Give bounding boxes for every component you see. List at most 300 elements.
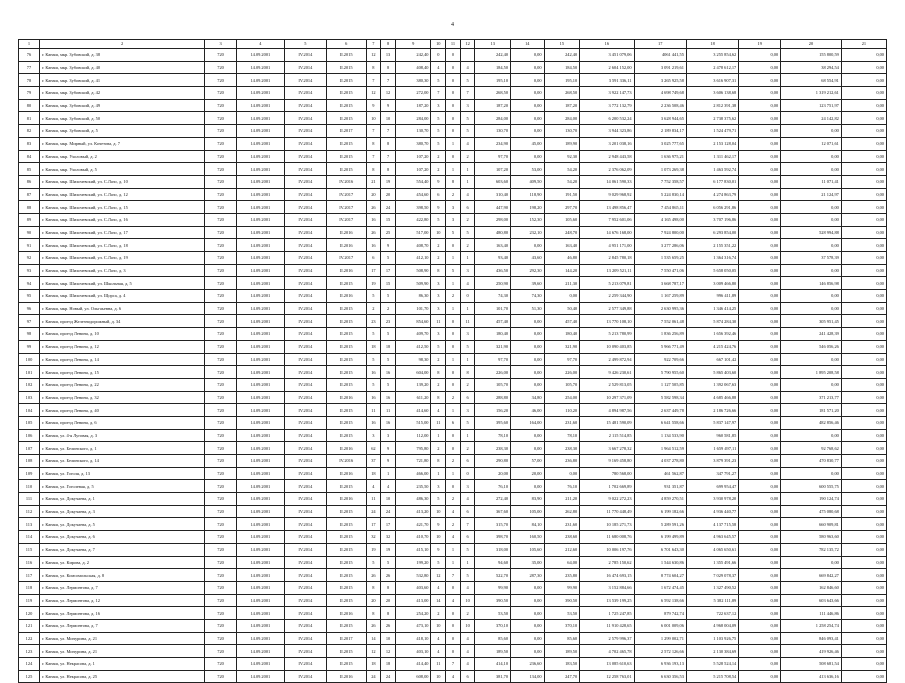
table-cell: 5 xyxy=(460,74,475,87)
column-number-cell: 3 xyxy=(205,40,236,49)
registry-table-container xyxy=(18,39,887,683)
table-cell: 238,30 xyxy=(544,442,580,455)
table-cell: 2 529 813,05 xyxy=(580,378,634,391)
table-cell: 0,00 xyxy=(841,125,886,138)
table-cell: 3 707 196,86 xyxy=(686,213,738,226)
address-cell: г. Канаш, проезд Ленина, д. 14 xyxy=(39,353,204,366)
table-cell: 1 xyxy=(446,137,461,150)
table-cell: 1 xyxy=(446,252,461,265)
table-cell: 5 528 524,14 xyxy=(686,658,738,671)
table-cell: 3 xyxy=(366,429,381,442)
table-cell: 4 xyxy=(460,632,475,645)
table-cell: 720 xyxy=(205,378,236,391)
table-cell: 9 xyxy=(431,518,446,531)
table-cell: 367,60 xyxy=(475,505,511,518)
table-cell: 0 xyxy=(446,632,461,645)
table-cell: 3 xyxy=(446,201,461,214)
table-cell: 546 056,26 xyxy=(781,340,842,353)
table-row xyxy=(19,239,887,252)
table-cell: 0,00 xyxy=(739,581,781,594)
table-cell: 2 630 995,36 xyxy=(634,302,686,315)
table-cell: 0,00 xyxy=(841,188,886,201)
table-cell: 720 xyxy=(205,163,236,176)
table-cell: 96 xyxy=(19,302,40,315)
table-cell: 4 xyxy=(460,658,475,671)
table-cell: 409,50 xyxy=(511,175,545,188)
table-cell: 3 201 038,16 xyxy=(580,137,634,150)
table-cell: 14.09.2001 xyxy=(236,632,284,645)
table-cell: 795,80 xyxy=(395,442,431,455)
table-cell: 7 454 865,11 xyxy=(634,201,686,214)
table-row xyxy=(19,226,887,239)
table-cell: 17 xyxy=(366,518,381,531)
table-cell: 1 327 490,52 xyxy=(686,581,738,594)
table-cell: 92 xyxy=(19,252,40,265)
table-cell: 0,00 xyxy=(511,581,545,594)
table-cell: 14.09.2001 xyxy=(236,429,284,442)
table-cell: 18 xyxy=(381,658,396,671)
table-cell: 380,30 xyxy=(395,74,431,87)
table-cell: 1 xyxy=(446,353,461,366)
table-cell: 522,70 xyxy=(475,569,511,582)
address-cell: г. Канаш, ул. Мичурина, д. 21 xyxy=(39,645,204,658)
table-cell: 6 592 138,66 xyxy=(634,594,686,607)
column-number-cell: 8 xyxy=(381,40,396,49)
address-cell: г. Канаш, ул. 4-я Луговая, д. 3 xyxy=(39,429,204,442)
table-cell: 97,70 xyxy=(475,353,511,366)
table-cell: IV.2014 xyxy=(284,378,326,391)
table-cell: 13 209 521,11 xyxy=(580,264,634,277)
table-cell: 93,40 xyxy=(475,252,511,265)
table-cell: II.2016 xyxy=(326,467,366,480)
table-cell: 6 xyxy=(460,201,475,214)
column-number-cell: 5 xyxy=(284,40,326,49)
table-cell: 0,00 xyxy=(841,87,886,100)
table-cell: 54,20 xyxy=(544,163,580,176)
table-cell: 0,00 xyxy=(739,226,781,239)
table-cell: 1 524 479,71 xyxy=(686,125,738,138)
table-cell: 0,00 xyxy=(739,429,781,442)
table-cell: 1 659 497,11 xyxy=(686,442,738,455)
table-cell: 5 xyxy=(381,378,396,391)
table-cell: 10 xyxy=(366,112,381,125)
table-cell: 12 xyxy=(381,87,396,100)
table-cell: 8 xyxy=(366,581,381,594)
table-cell: 1 xyxy=(446,277,461,290)
table-cell: 14.09.2001 xyxy=(236,594,284,607)
table-cell: 2 637 449,78 xyxy=(634,404,686,417)
table-cell: 0,00 xyxy=(739,569,781,582)
table-cell: 1 258 254,74 xyxy=(781,619,842,632)
table-cell: 667 101,42 xyxy=(686,353,738,366)
table-cell: 7 029 078,37 xyxy=(686,569,738,582)
table-cell: 720 xyxy=(205,594,236,607)
table-cell: 2 xyxy=(431,442,446,455)
table-cell: II.2016 xyxy=(326,226,366,239)
table-cell: 45,00 xyxy=(511,137,545,150)
table-cell: 0,00 xyxy=(739,112,781,125)
table-cell: 403,10 xyxy=(395,645,431,658)
table-row xyxy=(19,315,887,328)
address-cell: г. Канаш, проезд Ленина, д. 6 xyxy=(39,416,204,429)
table-cell: 4 xyxy=(366,480,381,493)
table-cell: 99 xyxy=(19,340,40,353)
table-cell: 0,00 xyxy=(739,175,781,188)
table-cell: 8 xyxy=(366,163,381,176)
table-cell: 0,00 xyxy=(511,99,545,112)
table-cell: 720 xyxy=(205,505,236,518)
table-cell: 1 167 259,89 xyxy=(634,290,686,303)
table-cell: 14.09.2001 xyxy=(236,125,284,138)
table-cell: 0,00 xyxy=(841,429,886,442)
table-cell: 2 xyxy=(460,150,475,163)
table-cell: 26 xyxy=(366,201,381,214)
table-row xyxy=(19,467,887,480)
address-cell: г. Канаш, ул. Лермонтова, д. 12 xyxy=(39,594,204,607)
table-cell: 5 382 111,89 xyxy=(686,594,738,607)
table-cell: 0,00 xyxy=(841,366,886,379)
address-cell: г. Канаш, мкр. Зубовский, д. 49 xyxy=(39,99,204,112)
table-cell: 454,60 xyxy=(395,188,431,201)
table-cell: 14.09.2001 xyxy=(236,391,284,404)
table-cell: 2 xyxy=(431,163,446,176)
table-cell: 1 xyxy=(431,467,446,480)
table-cell: 92 768,62 xyxy=(781,442,842,455)
table-cell: 720 xyxy=(205,607,236,620)
table-cell: 14.09.2001 xyxy=(236,340,284,353)
table-cell: 235,50 xyxy=(395,480,431,493)
table-cell: IV.2014 xyxy=(284,607,326,620)
table-cell: 414,60 xyxy=(395,404,431,417)
table-cell: 78,10 xyxy=(544,429,580,442)
table-cell: 4 xyxy=(460,277,475,290)
table-cell: 4061 441,55 xyxy=(634,49,686,62)
table-cell: 14.09.2001 xyxy=(236,480,284,493)
table-cell: 5 xyxy=(381,328,396,341)
table-cell: 2 604 152,00 xyxy=(580,61,634,74)
table-cell: II.2015 xyxy=(326,505,366,518)
table-cell: 3 628 944,65 xyxy=(634,112,686,125)
table-cell: 104 xyxy=(19,404,40,417)
table-cell: 0 xyxy=(431,49,446,62)
table-cell: 0,00 xyxy=(739,353,781,366)
table-cell: 152,30 xyxy=(511,213,545,226)
table-cell: 117 xyxy=(19,569,40,582)
table-cell: 189,50 xyxy=(475,645,511,658)
table-cell: II.2016 xyxy=(326,264,366,277)
table-cell: 290,80 xyxy=(475,455,511,468)
table-cell: 10 xyxy=(431,226,446,239)
table-cell: 0 xyxy=(446,74,461,87)
table-cell: 3 255 854,62 xyxy=(686,49,738,62)
table-cell: 4 065 650,61 xyxy=(686,543,738,556)
table-cell: 0,00 xyxy=(739,264,781,277)
table-cell: 1 364 316,74 xyxy=(686,252,738,265)
table-cell: 413,00 xyxy=(395,594,431,607)
table-cell: 1 073 269,38 xyxy=(634,163,686,176)
table-cell: 1 xyxy=(460,429,475,442)
table-cell: 9 xyxy=(431,201,446,214)
table-cell: II.2015 xyxy=(326,594,366,607)
table-cell: 122 xyxy=(19,632,40,645)
table-cell: 0,00 xyxy=(739,493,781,506)
table-cell: 9 xyxy=(366,99,381,112)
table-cell: 14 xyxy=(431,594,446,607)
table-cell: 19 xyxy=(366,543,381,556)
table-cell: II.2015 xyxy=(326,99,366,112)
table-cell: 1 xyxy=(460,556,475,569)
table-row xyxy=(19,99,887,112)
table-cell: 380,70 xyxy=(395,137,431,150)
table-cell: 10 xyxy=(460,619,475,632)
table-cell: 5 xyxy=(431,493,446,506)
table-cell: 211,20 xyxy=(544,493,580,506)
table-cell: 720 xyxy=(205,416,236,429)
table-cell: 721,80 xyxy=(395,455,431,468)
table-cell: 14.09.2001 xyxy=(236,645,284,658)
table-cell: 1 xyxy=(431,429,446,442)
table-cell: 720 xyxy=(205,658,236,671)
table-cell: 9 029 968,92 xyxy=(580,188,634,201)
column-number-cell: 2 xyxy=(39,40,204,49)
table-cell: 18 xyxy=(366,467,381,480)
table-cell: 0,00 xyxy=(781,264,842,277)
table-cell: 91 xyxy=(19,239,40,252)
table-cell: IV.2014 xyxy=(284,658,326,671)
table-cell: 235,80 xyxy=(544,569,580,582)
table-cell: 7 552 061,48 xyxy=(634,315,686,328)
table-cell: 81 xyxy=(19,112,40,125)
table-cell: 720 xyxy=(205,581,236,594)
table-cell: 371 213,77 xyxy=(781,391,842,404)
table-cell: 9 426 230,61 xyxy=(580,366,634,379)
table-cell: 5 213 079,81 xyxy=(580,277,634,290)
table-cell: 720 xyxy=(205,252,236,265)
table-cell: 18 xyxy=(381,340,396,353)
table-cell: 12 xyxy=(366,645,381,658)
table-cell: 10 xyxy=(431,505,446,518)
table-cell: 1 xyxy=(446,404,461,417)
table-cell: 17 xyxy=(366,264,381,277)
table-cell: 0,00 xyxy=(841,416,886,429)
table-cell: 14.09.2001 xyxy=(236,416,284,429)
table-cell: 1 xyxy=(460,175,475,188)
table-cell: 212,60 xyxy=(544,543,580,556)
registry-table xyxy=(18,39,887,683)
table-cell: IV.2014 xyxy=(284,353,326,366)
table-cell: 13 498 856,47 xyxy=(580,201,634,214)
table-cell: 8 xyxy=(381,607,396,620)
table-cell: 1 346 414,25 xyxy=(686,302,738,315)
table-cell: 1 964 512,59 xyxy=(634,442,686,455)
address-cell: г. Канаш, ул. Некрасова, д. 1 xyxy=(39,658,204,671)
table-cell: 4 936 440,77 xyxy=(686,505,738,518)
table-cell: 26 xyxy=(381,569,396,582)
table-cell: 720 xyxy=(205,353,236,366)
table-cell: 10 xyxy=(381,112,396,125)
table-cell: IV.2014 xyxy=(284,125,326,138)
table-cell: 0,00 xyxy=(841,556,886,569)
table-cell: 3 930 978,20 xyxy=(686,493,738,506)
table-cell: IV.2014 xyxy=(284,556,326,569)
table-cell: 0,00 xyxy=(739,556,781,569)
table-row xyxy=(19,49,887,62)
table-row xyxy=(19,391,887,404)
table-cell: 12 xyxy=(381,645,396,658)
table-cell: 24 xyxy=(381,505,396,518)
table-row xyxy=(19,290,887,303)
table-cell: 3 xyxy=(460,99,475,112)
table-cell: 720 xyxy=(205,239,236,252)
table-cell: 0,00 xyxy=(739,366,781,379)
address-cell: г. Канаш, проезд Ленина, д. 40 xyxy=(39,404,204,417)
address-cell: г. Канаш, ул. Докучаева, д. 7 xyxy=(39,543,204,556)
table-cell: 720 xyxy=(205,328,236,341)
table-cell: 2 xyxy=(446,188,461,201)
table-cell: II.2015 xyxy=(326,404,366,417)
table-cell: 68 554,91 xyxy=(781,74,842,87)
table-cell: 0,00 xyxy=(739,213,781,226)
table-cell: 14.09.2001 xyxy=(236,252,284,265)
table-cell: 3 xyxy=(460,480,475,493)
table-cell: 2 115 514,85 xyxy=(580,429,634,442)
table-cell: 7 952 601,06 xyxy=(580,213,634,226)
table-cell: 2 xyxy=(431,252,446,265)
table-cell: 3 xyxy=(431,277,446,290)
table-cell: IV.2014 xyxy=(284,442,326,455)
table-cell: 7 xyxy=(381,74,396,87)
table-cell: 26 xyxy=(366,619,381,632)
table-cell: 183,50 xyxy=(544,658,580,671)
table-cell: IV.2014 xyxy=(284,670,326,683)
table-cell: 32 xyxy=(366,531,381,544)
table-cell: IV.2014 xyxy=(284,252,326,265)
table-cell: II.2015 xyxy=(326,61,366,74)
table-cell: II.2016 xyxy=(326,670,366,683)
table-cell: 421,70 xyxy=(395,518,431,531)
table-cell: 1 xyxy=(460,302,475,315)
table-cell: 3 xyxy=(460,328,475,341)
table-cell: 720 xyxy=(205,569,236,582)
table-cell: 3 025 777,65 xyxy=(634,137,686,150)
table-cell: 436,50 xyxy=(475,264,511,277)
table-cell: 603,60 xyxy=(475,175,511,188)
table-cell: 3 xyxy=(446,213,461,226)
table-cell: II.2015 xyxy=(326,556,366,569)
table-cell: 190 124,74 xyxy=(781,493,842,506)
table-cell: 0,00 xyxy=(841,480,886,493)
table-cell: 0,00 xyxy=(739,188,781,201)
table-cell: 3 xyxy=(460,264,475,277)
table-cell: 4 xyxy=(460,61,475,74)
table-cell: 508,90 xyxy=(395,264,431,277)
table-cell: 0,00 xyxy=(739,658,781,671)
table-cell: IV.2014 xyxy=(284,505,326,518)
table-cell: 4 xyxy=(446,505,461,518)
table-row xyxy=(19,670,887,683)
table-cell: 14.09.2001 xyxy=(236,150,284,163)
table-cell: 82 xyxy=(19,125,40,138)
table-cell: 105 xyxy=(19,416,40,429)
table-cell: 0,00 xyxy=(841,163,886,176)
table-cell: II.2015 xyxy=(326,340,366,353)
table-cell: 4 702 465,78 xyxy=(580,645,634,658)
table-cell: 2 738 375,62 xyxy=(686,112,738,125)
table-cell: 0,00 xyxy=(841,340,886,353)
table-cell: 262,80 xyxy=(544,505,580,518)
table-cell: 199,20 xyxy=(395,556,431,569)
table-cell: 6 xyxy=(460,531,475,544)
address-cell: г. Канаш, мкр. Новый, ул. Ольгаьевна, д. 6 xyxy=(39,302,204,315)
table-cell: 1 xyxy=(381,467,396,480)
table-cell: 14.09.2001 xyxy=(236,619,284,632)
table-row xyxy=(19,416,887,429)
table-cell: 24 xyxy=(381,670,396,683)
table-cell: 0 xyxy=(446,99,461,112)
table-cell: II.2016 xyxy=(326,493,366,506)
table-cell: 4 xyxy=(431,61,446,74)
table-cell: 105,00 xyxy=(511,505,545,518)
table-cell: 7 752 358,57 xyxy=(634,175,686,188)
table-cell: 1 463 592,74 xyxy=(686,163,738,176)
table-row xyxy=(19,252,887,265)
table-cell: 187,20 xyxy=(544,99,580,112)
table-cell: 11 xyxy=(431,658,446,671)
table-cell: 14.09.2001 xyxy=(236,213,284,226)
table-cell: 0,00 xyxy=(841,74,886,87)
table-cell: 6 293 854,00 xyxy=(686,226,738,239)
table-cell: 8 xyxy=(381,581,396,594)
table-cell: 0,00 xyxy=(511,594,545,607)
table-cell: II.2015 xyxy=(326,137,366,150)
table-cell: 5 xyxy=(460,416,475,429)
table-row xyxy=(19,645,887,658)
table-cell: IV.2014 xyxy=(284,328,326,341)
table-cell: 14.09.2001 xyxy=(236,378,284,391)
table-cell: 121 xyxy=(19,619,40,632)
column-number-cell: 20 xyxy=(781,40,842,49)
table-cell: 107,20 xyxy=(395,150,431,163)
table-cell: 86 xyxy=(19,175,40,188)
table-cell: 57,00 xyxy=(511,455,545,468)
table-cell: 0,00 xyxy=(739,416,781,429)
table-cell: 412,10 xyxy=(395,252,431,265)
table-cell: 0,00 xyxy=(739,125,781,138)
table-cell: 14.09.2001 xyxy=(236,239,284,252)
table-cell: 1 725 247,85 xyxy=(580,607,634,620)
table-row xyxy=(19,518,887,531)
table-cell: 720 xyxy=(205,150,236,163)
table-cell: 16 xyxy=(366,366,381,379)
table-cell: 2 xyxy=(431,239,446,252)
table-cell: 2 xyxy=(446,455,461,468)
table-cell: 720 xyxy=(205,277,236,290)
table-cell: 0 xyxy=(446,61,461,74)
table-cell: 11 xyxy=(431,416,446,429)
table-cell: 88 xyxy=(19,201,40,214)
table-cell: 1 656 392,46 xyxy=(686,328,738,341)
table-cell: 720 xyxy=(205,619,236,632)
table-cell: 184,50 xyxy=(544,61,580,74)
table-cell: 0,00 xyxy=(841,175,886,188)
table-cell: 12 071,61 xyxy=(781,137,842,150)
table-cell: 20 xyxy=(366,594,381,607)
table-cell: 3 606 138,68 xyxy=(686,87,738,100)
table-cell: 14.09.2001 xyxy=(236,290,284,303)
table-cell: 16 xyxy=(381,391,396,404)
table-cell: 78,10 xyxy=(475,429,511,442)
table-cell: 10 297 371,09 xyxy=(580,391,634,404)
